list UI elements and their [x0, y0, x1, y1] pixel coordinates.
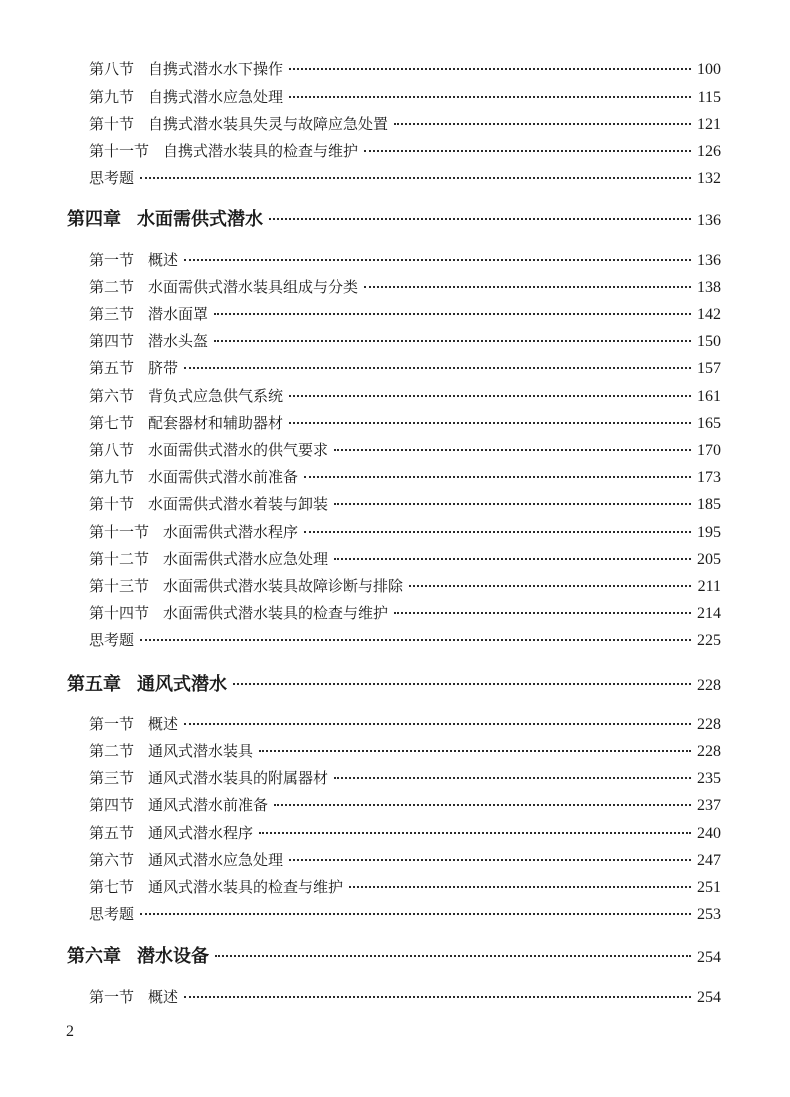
- toc-entry-title: 背负式应急供气系统: [148, 387, 284, 405]
- toc-entry-page: 253: [697, 906, 721, 923]
- toc-entry-title: 自携式潜水装具的检查与维护: [163, 142, 359, 160]
- toc-entry-page: 254: [697, 989, 721, 1006]
- toc-entry-title: 潜水头盔: [148, 332, 209, 350]
- toc-entry-page: 228: [697, 716, 721, 733]
- toc-section-entry: [89, 276, 721, 303]
- toc-entry-page: 170: [697, 442, 721, 459]
- toc-entry-number: 第十节: [89, 495, 135, 513]
- toc-entry-label: [89, 140, 358, 161]
- toc-section-entry: [89, 58, 721, 85]
- toc-entry-title: 脐带: [148, 359, 179, 377]
- toc-entry-label: [89, 575, 403, 596]
- toc-dot-leader: [274, 803, 691, 806]
- toc-entry-number: 第九节: [89, 468, 135, 486]
- toc-chapter-title: 潜水设备: [137, 946, 209, 967]
- toc-entry-label: [89, 58, 283, 79]
- toc-entry-number: 第八节: [89, 441, 135, 459]
- toc-entry-number: 第五节: [89, 359, 135, 377]
- toc-section-entry: [89, 439, 721, 466]
- toc-dot-leader: [364, 149, 691, 152]
- toc-entry-title: 通风式潜水装具: [148, 742, 254, 760]
- toc-entry-title: 水面需供式潜水装具组成与分类: [148, 278, 359, 296]
- toc-entry-title: 水面需供式潜水装具故障诊断与排除: [163, 577, 404, 595]
- toc-entry-title: 水面需供式潜水前准备: [148, 468, 299, 486]
- toc-entry-number: 第十节: [89, 115, 135, 133]
- toc-entry-number: 第八节: [89, 60, 135, 78]
- toc-entry-title: 配套器材和辅助器材: [148, 414, 284, 432]
- toc-entry-title: 概述: [148, 715, 179, 733]
- toc-section-entry: [89, 113, 721, 140]
- toc-entry-title: 通风式潜水程序: [148, 824, 254, 842]
- toc-entry-number: 第十四节: [89, 604, 150, 622]
- toc-entry-page: 173: [697, 469, 721, 486]
- toc-entry-page: 150: [697, 333, 721, 350]
- toc-dot-leader: [140, 176, 691, 179]
- toc-section-entry: [89, 493, 721, 520]
- toc-entry-title: 自携式潜水装具失灵与故障应急处置: [148, 115, 389, 133]
- toc-section-entry: [89, 521, 721, 548]
- toc-entry-page: 195: [697, 524, 721, 541]
- toc-entry-page: 228: [697, 677, 721, 694]
- toc-entry-label: [89, 794, 268, 815]
- toc-dot-leader: [409, 584, 691, 587]
- toc-entry-title: 自携式潜水应急处理: [148, 88, 284, 106]
- toc-section-entry: [89, 849, 721, 876]
- toc-entry-page: 132: [697, 170, 721, 187]
- toc-chapter-entry: [67, 942, 721, 972]
- toc-entry-number: 第六节: [89, 387, 135, 405]
- toc-entry-page: 211: [697, 578, 721, 595]
- toc-chapter-entry: [67, 205, 721, 235]
- toc-dot-leader: [233, 682, 691, 685]
- toc-chapter-entry: [67, 670, 721, 700]
- toc-section-entry: [89, 249, 721, 276]
- toc-entry-title: 水面需供式潜水着装与卸装: [148, 495, 329, 513]
- toc-entry-label: [89, 740, 253, 761]
- toc-section-entry: [89, 822, 721, 849]
- toc-section-entry: [89, 740, 721, 767]
- toc-chapter-number: 第四章: [67, 209, 121, 230]
- toc-entry-label: [89, 466, 298, 487]
- toc-dot-leader: [140, 638, 691, 641]
- toc-entry-page: 157: [697, 360, 721, 377]
- toc-dot-leader: [269, 217, 691, 220]
- toc-entry-number: 第一节: [89, 988, 135, 1006]
- toc-dot-leader: [184, 258, 691, 261]
- toc-section-entry: [89, 575, 721, 602]
- toc-chapter-number: 第六章: [67, 946, 121, 967]
- page-number: 2: [66, 1023, 74, 1040]
- toc-entry-title: 通风式潜水前准备: [148, 796, 269, 814]
- toc-entry-title: 思考题: [89, 631, 135, 649]
- toc-entry-number: 第四节: [89, 332, 135, 350]
- toc-entry-page: 142: [697, 306, 721, 323]
- toc-entry-label: [89, 249, 178, 270]
- toc-section-entry: [89, 876, 721, 903]
- toc-section-entry: [89, 140, 721, 167]
- toc-entry-label: [89, 330, 208, 351]
- toc-entry-number: 第九节: [89, 88, 135, 106]
- toc-dot-leader: [184, 995, 691, 998]
- toc-dot-leader: [184, 366, 691, 369]
- toc-dot-leader: [214, 339, 691, 342]
- toc-entry-label: [89, 767, 328, 788]
- toc-entry-number: 第十一节: [89, 142, 150, 160]
- toc-questions-entry: [89, 629, 721, 656]
- toc-entry-label: [89, 412, 283, 433]
- toc-dot-leader: [259, 831, 691, 834]
- toc-entry-page: 136: [697, 212, 721, 229]
- toc-entry-label: [89, 86, 283, 107]
- toc-section-entry: [89, 548, 721, 575]
- toc-entry-page: 237: [697, 797, 721, 814]
- toc-entry-label: [89, 713, 178, 734]
- toc-entry-title: 水面需供式潜水程序: [163, 523, 299, 541]
- toc-entry-number: 第一节: [89, 251, 135, 269]
- toc-dot-leader: [304, 530, 691, 533]
- toc-entry-page: 100: [697, 61, 721, 78]
- toc-section-entry: [89, 794, 721, 821]
- toc-dot-leader: [289, 95, 691, 98]
- toc-dot-leader: [184, 722, 691, 725]
- toc-section-entry: [89, 330, 721, 357]
- toc-entry-number: 第一节: [89, 715, 135, 733]
- toc-entry-label: [89, 876, 343, 897]
- toc-dot-leader: [259, 749, 691, 752]
- toc-entry-number: 第十一节: [89, 523, 150, 541]
- toc-section-entry: [89, 385, 721, 412]
- toc-section-entry: [89, 466, 721, 493]
- toc-entry-number: 第三节: [89, 305, 135, 323]
- toc-entry-number: 第七节: [89, 414, 135, 432]
- toc-dot-leader: [394, 122, 691, 125]
- toc-section-entry: [89, 412, 721, 439]
- toc-entry-title: 通风式潜水装具的附属器材: [148, 769, 329, 787]
- toc-entry-page: 251: [697, 879, 721, 896]
- toc-entry-title: 概述: [148, 251, 179, 269]
- toc-dot-leader: [334, 502, 691, 505]
- toc-entry-label: [89, 303, 208, 324]
- toc-entry-page: 126: [697, 143, 721, 160]
- toc-entry-label: [89, 521, 298, 542]
- toc-entry-label: [67, 205, 263, 231]
- toc-entry-title: 思考题: [89, 169, 135, 187]
- toc-section-entry: [89, 303, 721, 330]
- toc-entry-page: 228: [697, 743, 721, 760]
- toc-entry-page: 121: [697, 116, 721, 133]
- toc-entry-label: [89, 385, 283, 406]
- toc-entry-number: 第五节: [89, 824, 135, 842]
- toc-entry-page: 205: [697, 551, 721, 568]
- toc-dot-leader: [140, 912, 691, 915]
- toc-section-entry: [89, 602, 721, 629]
- toc-entry-page: 235: [697, 770, 721, 787]
- toc-entry-label: [89, 493, 328, 514]
- toc-entry-page: 185: [697, 496, 721, 513]
- toc-dot-leader: [334, 448, 691, 451]
- toc-entry-title: 水面需供式潜水应急处理: [163, 550, 329, 568]
- toc-entry-page: 138: [697, 279, 721, 296]
- toc-entry-number: 第二节: [89, 742, 135, 760]
- toc-entry-title: 自携式潜水水下操作: [148, 60, 284, 78]
- toc-section-entry: [89, 713, 721, 740]
- toc-entry-title: 水面需供式潜水的供气要求: [148, 441, 329, 459]
- toc-entry-label: [89, 822, 253, 843]
- toc-entry-title: 思考题: [89, 905, 135, 923]
- toc-entry-page: 214: [697, 605, 721, 622]
- toc-entry-label: [89, 602, 388, 623]
- toc-entry-number: 第十二节: [89, 550, 150, 568]
- toc-dot-leader: [215, 954, 691, 957]
- toc-entry-page: 115: [697, 89, 721, 106]
- toc-entry-title: 潜水面罩: [148, 305, 209, 323]
- toc-dot-leader: [334, 776, 691, 779]
- toc-entry-page: 161: [697, 388, 721, 405]
- toc-section-entry: [89, 767, 721, 794]
- toc-chapter-title: 通风式潜水: [137, 674, 227, 695]
- toc-entry-page: 240: [697, 825, 721, 842]
- toc-dot-leader: [304, 475, 691, 478]
- toc-entry-label: [89, 903, 134, 924]
- toc-entry-label: [67, 942, 209, 968]
- toc-entry-page: 225: [697, 632, 721, 649]
- toc-section-entry: [89, 986, 721, 1013]
- toc-dot-leader: [364, 285, 691, 288]
- toc-dot-leader: [214, 312, 691, 315]
- toc-entry-title: 概述: [148, 988, 179, 1006]
- toc-entry-label: [89, 548, 328, 569]
- toc-entry-label: [89, 113, 388, 134]
- toc-dot-leader: [289, 858, 691, 861]
- toc-entry-number: 第四节: [89, 796, 135, 814]
- toc-entry-label: [67, 670, 227, 696]
- toc-entry-label: [89, 276, 358, 297]
- toc-entry-page: 165: [697, 415, 721, 432]
- toc-entry-number: 第七节: [89, 878, 135, 896]
- toc-entry-label: [89, 849, 283, 870]
- toc-entry-label: [89, 986, 178, 1007]
- toc-entry-label: [89, 439, 328, 460]
- toc-entry-title: 水面需供式潜水装具的检查与维护: [163, 604, 389, 622]
- toc-entry-label: [89, 167, 134, 188]
- toc-entry-number: 第六节: [89, 851, 135, 869]
- toc-entry-number: 第十三节: [89, 577, 150, 595]
- toc-entry-title: 通风式潜水应急处理: [148, 851, 284, 869]
- toc-questions-entry: [89, 903, 721, 930]
- toc-section-entry: [89, 86, 721, 113]
- toc-dot-leader: [289, 67, 691, 70]
- toc-dot-leader: [289, 394, 691, 397]
- toc-section-entry: [89, 357, 721, 384]
- toc-chapter-title: 水面需供式潜水: [137, 209, 263, 230]
- toc-entry-title: 通风式潜水装具的检查与维护: [148, 878, 344, 896]
- toc-questions-entry: [89, 167, 721, 194]
- toc-dot-leader: [394, 611, 691, 614]
- toc-entry-number: 第三节: [89, 769, 135, 787]
- toc-dot-leader: [334, 557, 691, 560]
- toc-entry-label: [89, 357, 178, 378]
- toc-entry-page: 247: [697, 852, 721, 869]
- toc-dot-leader: [289, 421, 691, 424]
- toc-chapter-number: 第五章: [67, 674, 121, 695]
- toc-entry-page: 254: [697, 949, 721, 966]
- toc-entry-number: 第二节: [89, 278, 135, 296]
- toc-entry-page: 136: [697, 252, 721, 269]
- toc-dot-leader: [349, 885, 691, 888]
- toc-entry-label: [89, 629, 134, 650]
